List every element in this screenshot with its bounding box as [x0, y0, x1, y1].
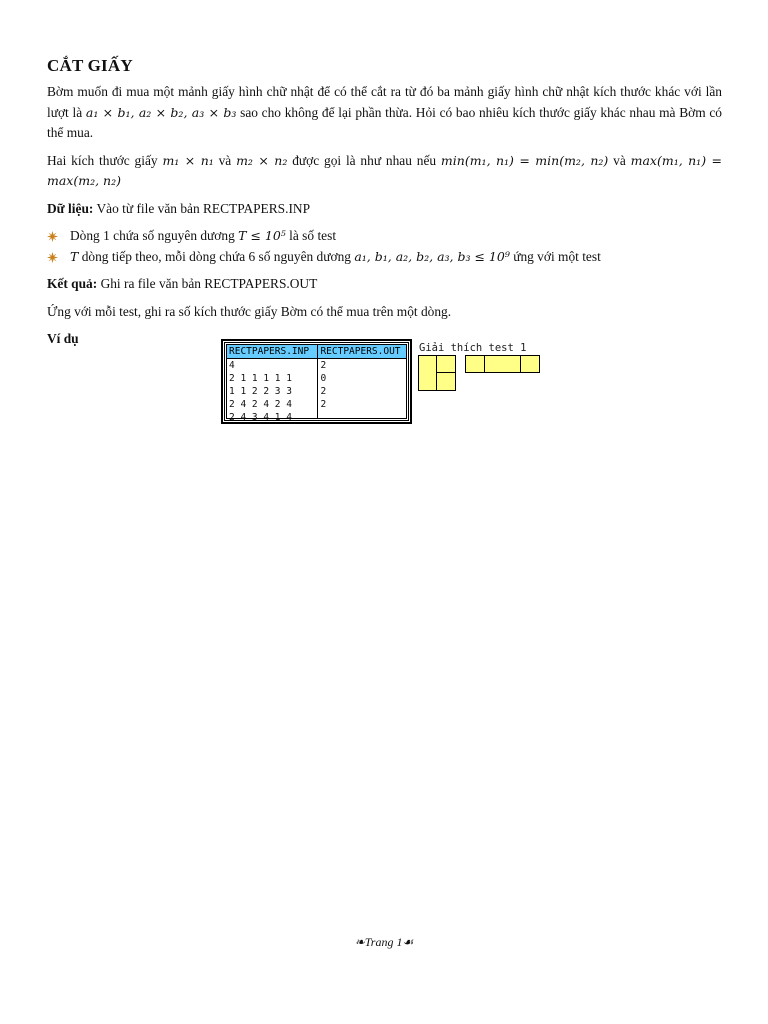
- output-description: Ứng với mỗi test, ghi ra số kích thước giấy Bờm có thể mua trên một dòng.: [47, 303, 452, 319]
- intro-text-2: sao cho không để lại phần thừa. Hỏi có bao nhiêu kích thước giấy khác nhau mà Bờm có thể mua.: [47, 104, 722, 140]
- input-text: Vào từ file văn bản RECTPAPERS.INP: [93, 200, 311, 216]
- explanation-label: Giải thích test 1: [419, 342, 527, 354]
- cut-illustration-piece: [465, 355, 485, 373]
- output-heading: [47, 274, 722, 295]
- bullet-2-math-values: a₁, b₁, a₂, b₂, a₃, b₃ ≤ 10⁹: [354, 248, 510, 264]
- cut-illustration-piece: [520, 355, 540, 373]
- bullet-1-math: T ≤ 10⁵: [238, 228, 286, 243]
- p2-math-m2: m₂ × n₂: [236, 152, 288, 168]
- out-header: RECTPAPERS.OUT: [318, 345, 406, 359]
- p2-text-and2: và: [608, 152, 631, 168]
- footer-ornament-right-icon: ☙: [402, 935, 414, 949]
- sun-bullet-icon: [47, 252, 58, 263]
- input-bullet-2: [47, 247, 722, 268]
- p2-math-max: max(m₁, n₁) = max(m₂, n₂): [47, 152, 722, 188]
- problem-page: [47, 56, 722, 357]
- page-footer: [0, 935, 768, 950]
- intro-math-dimensions: a₁ × b₁, a₂ × b₂, a₃ × b₃: [85, 104, 237, 120]
- inp-line: 2 4 2 4 2 4: [229, 399, 292, 410]
- footer-ornament-left-icon: ❧: [354, 935, 365, 949]
- p2-text-and: và: [213, 152, 237, 168]
- example-io-table: [221, 339, 412, 424]
- cut-illustration-piece: [484, 355, 521, 373]
- cut-illustration-piece: [418, 355, 437, 391]
- bullet-2-text-end: ứng với một test: [509, 248, 601, 264]
- input-label: Dữ liệu:: [47, 200, 94, 216]
- cut-illustration-piece: [436, 372, 456, 391]
- example-label: Ví dụ: [47, 331, 79, 346]
- out-line: 2: [320, 386, 327, 397]
- bullet-1-text: Dòng 1 chứa số nguyên dương: [70, 228, 239, 243]
- example-area: [221, 339, 527, 428]
- inp-line: 2 4 3 4 1 4: [229, 412, 292, 423]
- out-line: 2: [320, 399, 327, 410]
- p2-math-min: min(m₁, n₁) = min(m₂, n₂): [440, 152, 609, 168]
- footer-page-label: Trang 1: [364, 935, 403, 949]
- inp-column: [227, 345, 318, 423]
- bullet-2-math-T: T: [70, 248, 79, 264]
- out-line: 2: [320, 360, 327, 371]
- out-line: 0: [320, 373, 327, 384]
- cut-illustration-piece: [436, 355, 456, 373]
- p2-text-2: được gọi là như nhau nếu: [287, 152, 441, 168]
- input-bullets: [47, 226, 722, 267]
- intro-paragraph-1: [47, 82, 722, 144]
- p2-text-1: Hai kích thước giấy: [47, 152, 163, 168]
- inp-line: 2 1 1 1 1 1: [229, 373, 292, 384]
- out-column: [318, 345, 406, 418]
- inp-line: 4: [229, 360, 235, 371]
- sun-bullet-icon: [47, 231, 58, 242]
- input-heading: [47, 199, 722, 220]
- output-label: Kết quả:: [47, 276, 98, 291]
- bullet-1-text-end: là số test: [285, 228, 337, 243]
- output-text: Ghi ra file văn bản RECTPAPERS.OUT: [97, 276, 318, 291]
- inp-header: RECTPAPERS.INP: [227, 345, 317, 359]
- intro-paragraph-2: [47, 151, 722, 192]
- inp-line: 1 1 2 2 3 3: [229, 386, 292, 397]
- input-bullet-1: [47, 226, 722, 247]
- problem-title: CẮT GIẤY: [47, 56, 133, 75]
- p2-math-m1: m₁ × n₁: [162, 152, 214, 168]
- bullet-2-text: dòng tiếp theo, mỗi dòng chứa 6 số nguyên dương: [78, 248, 355, 264]
- intro-text-1: Bờm muốn đi mua một mảnh giấy hình chữ nhật để có thể cắt ra từ đó ba mảnh giấy hình chữ nhật kích thước khác với lần lượt là: [47, 84, 722, 120]
